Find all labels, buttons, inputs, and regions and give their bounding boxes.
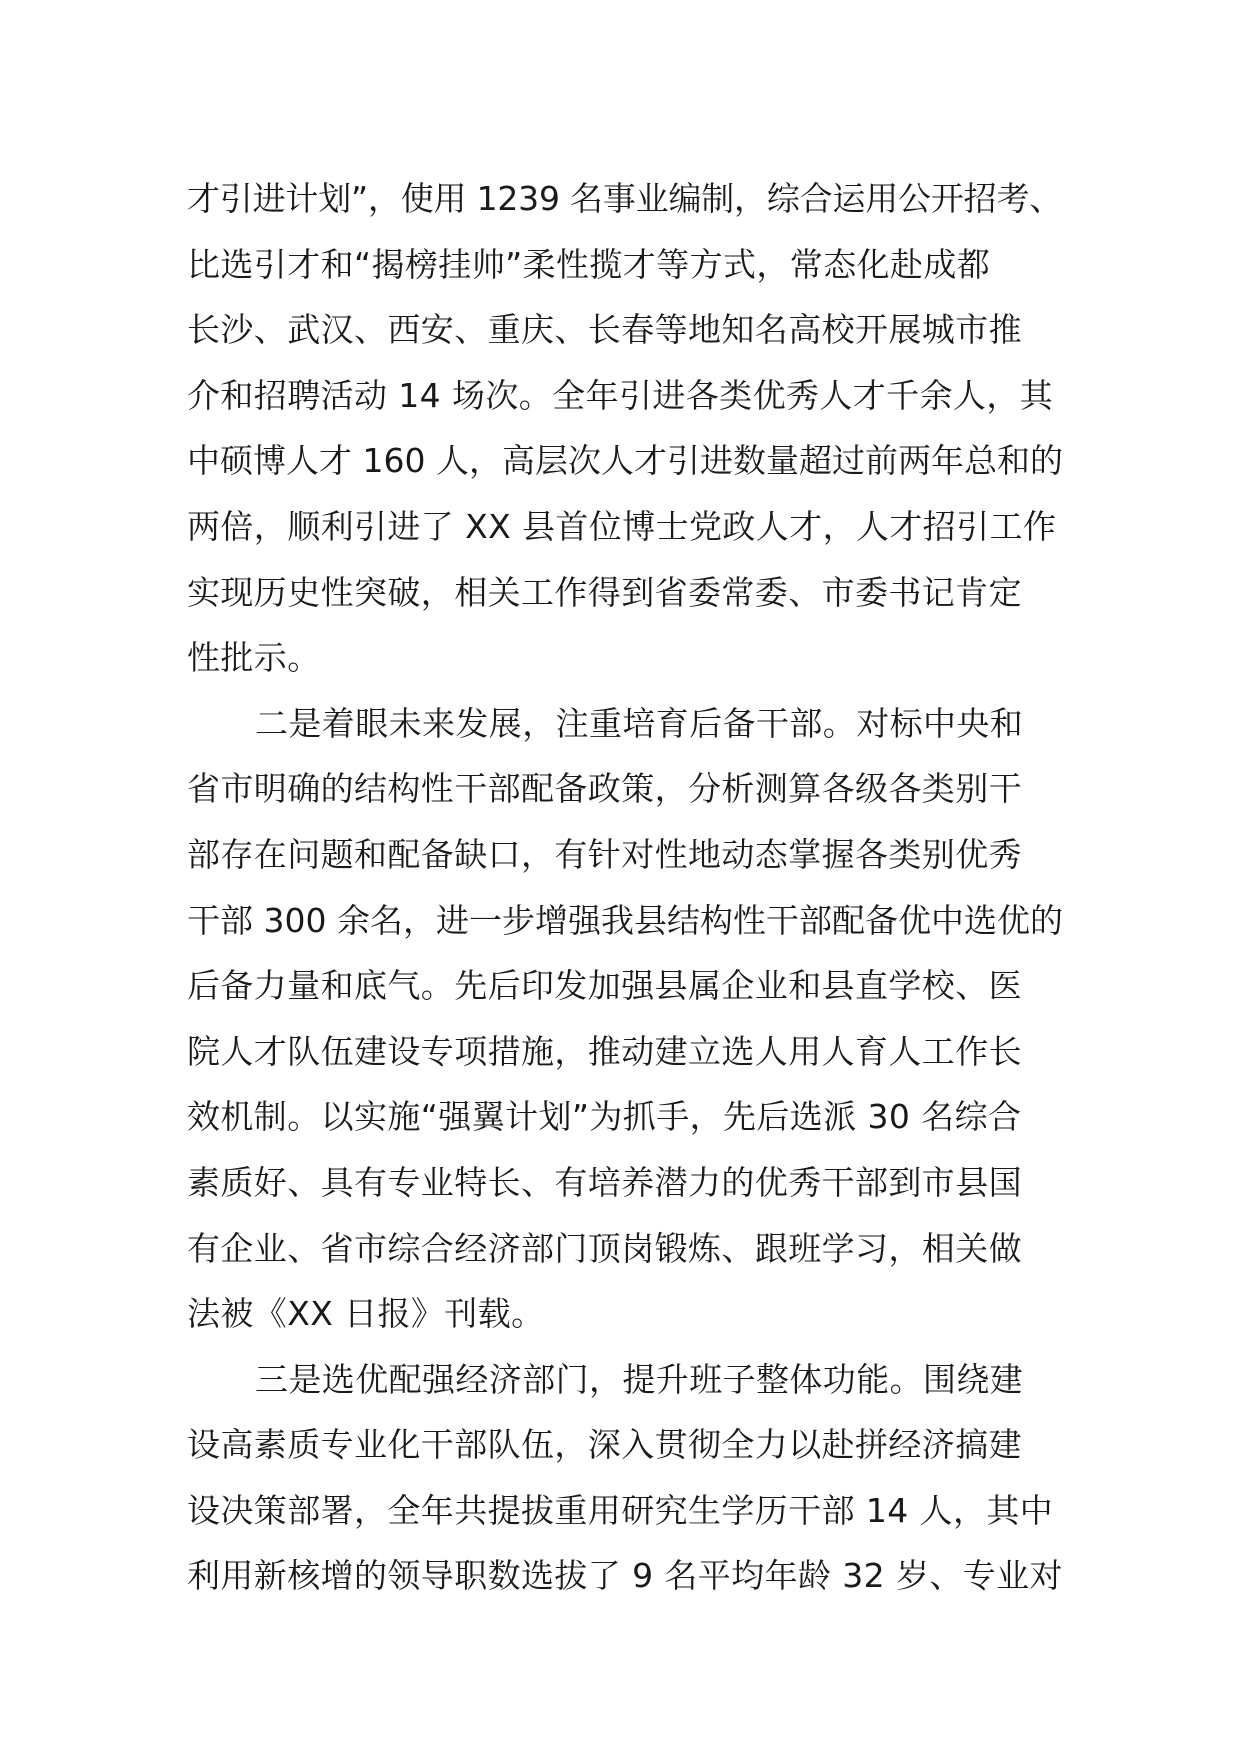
paragraph-talent-introduction [187,166,1067,691]
text-line: 后备力量和底气。先后印发加强县属企业和县直学校、医 [187,966,1022,1006]
text-line: 才引进计划”，使用 1239 名事业编制，综合运用公开招考、 [187,179,1063,218]
text-line: 法被《XX 日报》刊载。 [187,1294,545,1334]
document-body [187,166,1067,1609]
text-line: 设决策部署，全年共提拔重用研究生学历干部 14 人，其中 [187,1490,1054,1530]
text-line: 效机制。以实施“强翼计划”为抓手，先后选派 30 名综合 [187,1097,1022,1137]
text-line: 有企业、省市综合经济部门顶岗锻炼、跟班学习，相关做 [187,1228,1022,1268]
text-line: 设高素质专业化干部队伍，深入贯彻全力以赴拼经济搞建 [187,1425,1022,1465]
paragraph-economic-departments [187,1347,1067,1609]
text-line: 院人才队伍建设专项措施，推动建立选人用人育人工作长 [187,1031,1022,1071]
text-line: 利用新核增的领导职数选拔了 9 名平均年龄 32 岁、专业对 [187,1556,1063,1596]
text-line: 省市明确的结构性干部配备政策，分析测算各级各类别干 [187,769,1022,809]
text-line: 三是选优配强经济部门，提升班子整体功能。围绕建 [255,1359,1024,1399]
text-line: 介和招聘活动 14 场次。全年引进各类优秀人才千余人，其 [187,375,1054,415]
text-line: 素质好、具有专业特长、有培养潜力的优秀干部到市县国 [187,1162,1022,1202]
text-line: 两倍，顺利引进了 XX 县首位博士党政人才，人才招引工作 [187,506,1057,546]
text-line: 比选引才和“揭榜挂帅”柔性揽才等方式，常态化赴成都 [187,244,991,284]
text-line: 实现历史性突破，相关工作得到省委常委、市委书记肯定 [187,572,1022,612]
text-line: 干部 300 余名，进一步增强我县结构性干部配备优中选优的 [187,900,1063,940]
text-line: 二是着眼未来发展，注重培育后备干部。对标中央和 [255,703,1024,743]
text-line: 性批示。 [187,638,321,678]
text-line: 长沙、武汉、西安、重庆、长春等地知名高校开展城市推 [187,310,1022,350]
text-line: 中硕博人才 160 人，高层次人才引进数量超过前两年总和的 [187,441,1063,481]
text-line: 部存在问题和配备缺口，有针对性地动态掌握各类别优秀 [187,834,1022,874]
paragraph-reserve-cadres [187,691,1067,1347]
